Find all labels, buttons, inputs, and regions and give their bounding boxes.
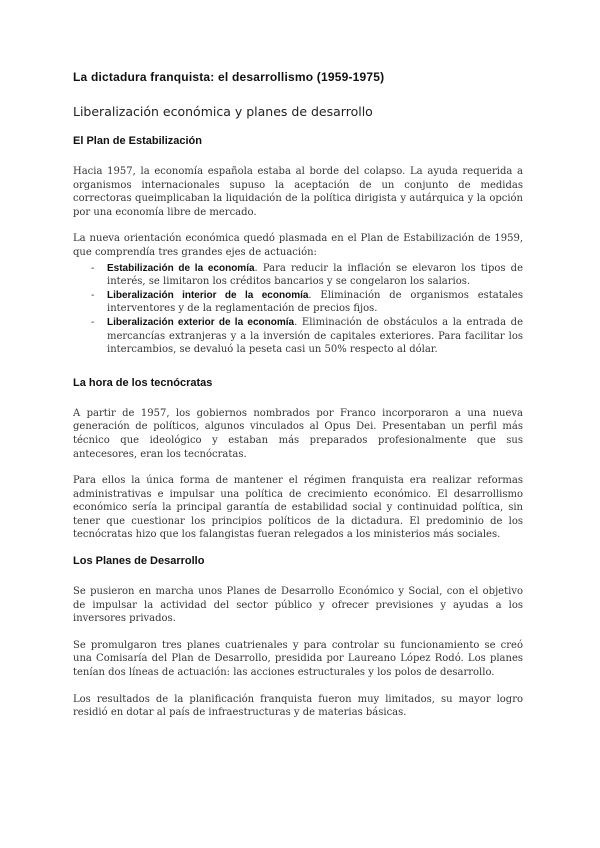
paragraph: Para ellos la única forma de mantener el régimen franquista era realizar reformas administrativas e impulsar una política de crecimiento económico. El desarrollismo económico sería la principal garantía de estabilidad social y continuidad política, sin tener que cuestionar los principios políticos de la dictadura. El predominio de los tecnócratas hizo que los falangistas fueran relegados a los ministerios más sociales.: [73, 475, 523, 541]
list-item-bold: Liberalización exterior de la economía: [107, 316, 295, 328]
list-item-text: . Para reducir la inflación se elevaron los tipos de interés, se limitaron los créditos bancarios y se congelaron los salarios.: [107, 262, 523, 288]
paragraph: Se promulgaron tres planes cuatrienales y para controlar su funcionamiento se creó una Comisaría del Plan de Desarrollo, presidida por Laureano López Rodó. Los planes tenían dos líneas de actuación: las acciones estructurales y los polos de desarrollo.: [73, 639, 523, 679]
list-item: [91, 289, 523, 316]
axes-list: [73, 262, 523, 357]
document-page: [73, 70, 523, 733]
list-item: [91, 262, 523, 289]
paragraph: Se pusieron en marcha unos Planes de Desarrollo Económico y Social, con el objetivo de impulsar la actividad del sector público y ofrecer previsiones y ayudas a los inversores privados.: [73, 586, 523, 625]
document-subtitle: Liberalización económica y planes de desarrollo: [73, 104, 373, 119]
section-planes-desarrollo: [73, 555, 523, 720]
paragraph: Hacia 1957, la economía española estaba al borde del colapso. La ayuda requerida a organismos internacionales supuso la aceptación de un conjunto de medidas correctoras queimplicaban la liquidación de la política dirigista y autárquica y la opción por una economía libre de mercado.: [73, 166, 523, 218]
paragraph: La nueva orientación económica quedó plasmada en el Plan de Estabilización de 1959, que comprendía tres grandes ejes de actuación:: [73, 233, 523, 258]
list-item: [91, 316, 523, 357]
list-item-text: . Eliminación de obstáculos a la entrada de mercancías extranjeras y a la inversión de capitales exteriores. Para facilitar los intercambios, se devaluó la peseta casi un 50% respecto al dólar.: [107, 316, 524, 356]
document-title: La dictadura franquista: el desarrollismo (1959-1975): [73, 70, 385, 84]
dash-bullet: -: [91, 262, 95, 274]
section-tecnocratas: [73, 377, 523, 542]
section-heading: La hora de los tecnócratas: [73, 376, 213, 389]
paragraph: Los resultados de la planificación franquista fueron muy limitados, su mayor logro residió en dotar al país de infraestructuras y de materias básicas.: [73, 693, 523, 719]
section-heading: Los Planes de Desarrollo: [73, 555, 205, 568]
dash-bullet: -: [91, 316, 95, 328]
section-heading: El Plan de Estabilización: [73, 135, 202, 147]
list-item-bold: Estabilización de la economía: [107, 262, 255, 274]
list-item-bold: Liberalización interior de la economía: [107, 289, 309, 301]
section-plan-estabilizacion: [73, 135, 523, 357]
dash-bullet: -: [91, 289, 95, 301]
paragraph: A partir de 1957, los gobiernos nombrados por Franco incorporaron a una nueva generación de políticos, algunos vinculados al Opus Dei. Presentaban un perfil más técnico que ideológico y estaban más preparados profesionalmente que sus antecesores, eran los tecnócratas.: [73, 407, 523, 460]
list-item-text: . Eliminación de organismos estatales interventores y de la reglamentación de precios fijos.: [107, 289, 523, 315]
